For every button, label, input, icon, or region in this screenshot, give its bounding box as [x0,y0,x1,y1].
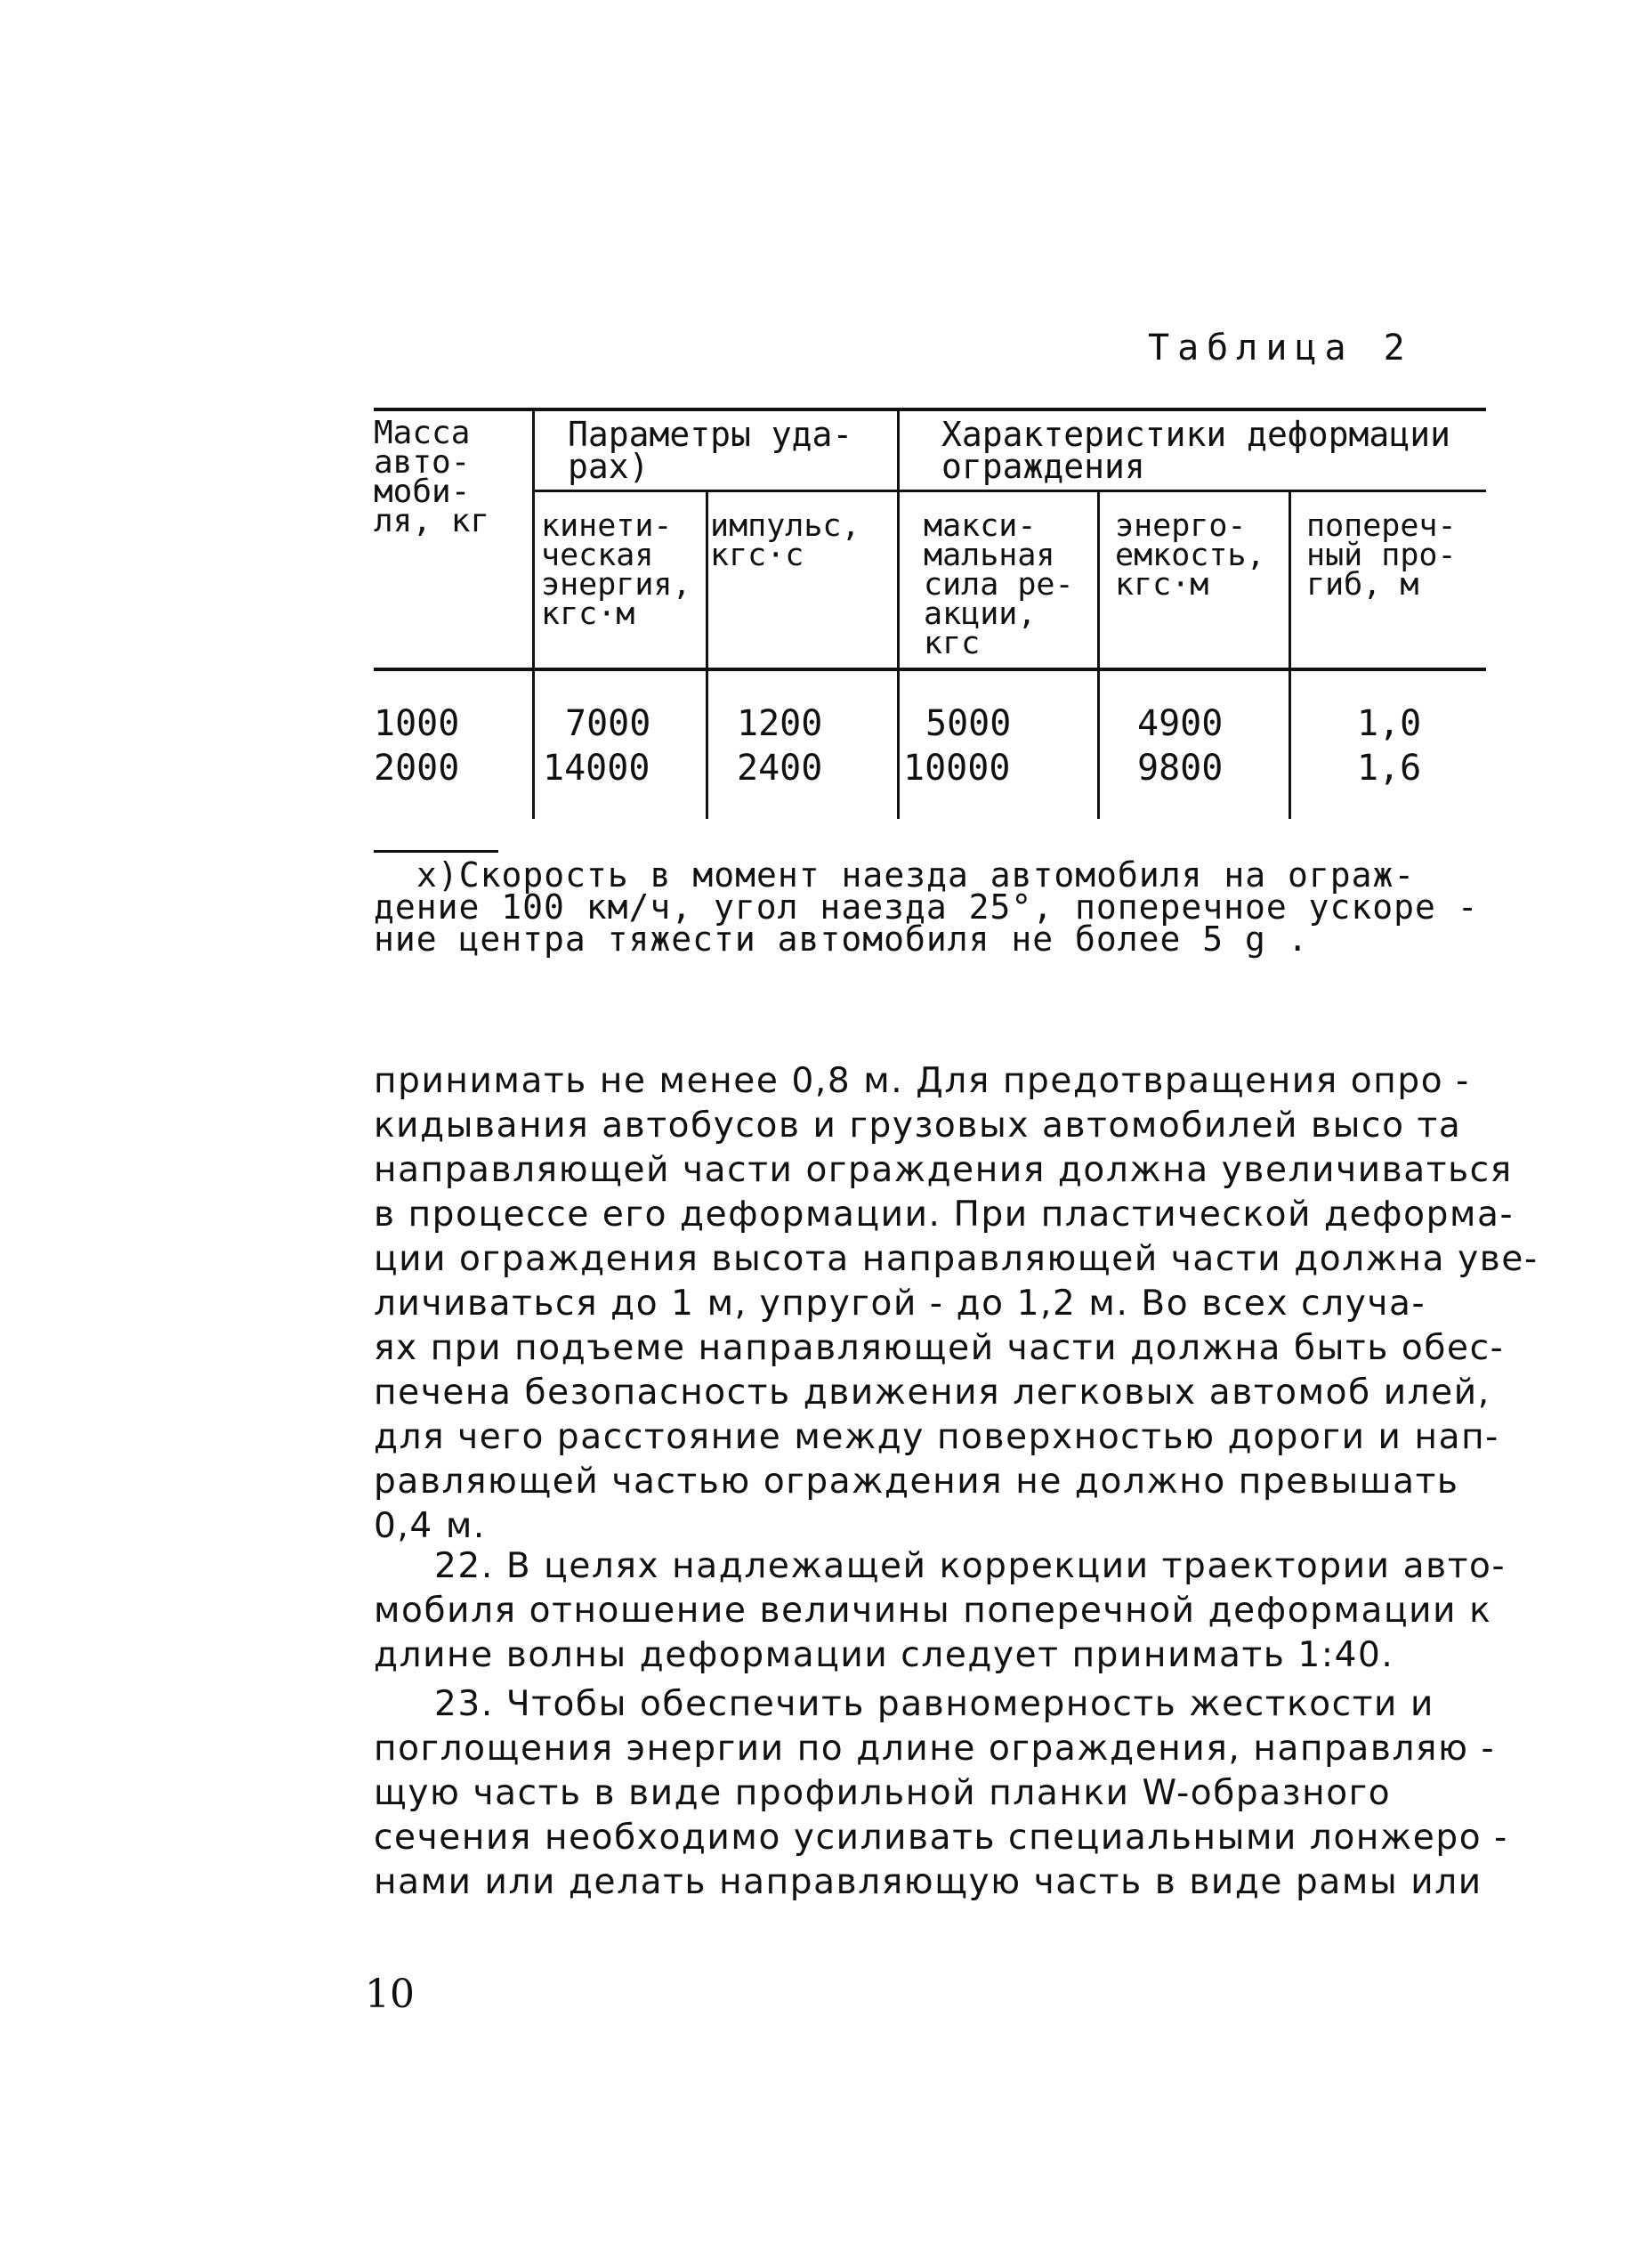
footnote-rule [374,850,498,853]
text-line: 22. В целях надлежащей коррекции траектории авто- [434,1546,1507,1586]
header-energy-capacity: энерго- емкость, кгс·м [1115,508,1265,603]
table-cell-mass: 2000 [374,748,460,789]
header-deformation-group: Характеристики деформации ограждения [941,415,1450,486]
text-line: личиваться до 1 м, упругой - до 1,2 м. Во всех случа- [374,1284,1426,1324]
text-line: печена безопасность движения легковых автомоб илей, [374,1373,1491,1413]
text-line: нами или делать направляющую часть в виде рамы или [374,1862,1482,1902]
header-bottom-rule [374,668,1486,671]
text-line: мобиля отношение величины поперечной деформации к [374,1591,1492,1631]
paragraph-22 [374,1544,1507,1678]
text-line: в процессе его деформации. При пластической деформа- [374,1195,1515,1235]
page-number: 10 [365,1972,415,2017]
text-line: равляющей частью ограждения не должно превышать [374,1462,1459,1502]
table-cell-impulse: 2400 [737,748,823,789]
text-line: направляющей части ограждения должна увеличиваться [374,1150,1513,1190]
table-cell-mass: 1000 [374,703,460,744]
table-divider-group [897,409,900,819]
header-max-force: макси- мальная сила ре- акции, кгс [924,508,1074,661]
text-line: принимать не менее 0,8 м. Для предотвращения опро - [374,1061,1470,1101]
paragraph-rollover [374,1059,1539,1549]
table-divider-energy [1097,491,1100,819]
header-deflection: попереч- ный про- гиб, м [1306,508,1457,603]
text-line: сечения необходимо усиливать специальными лонжеро - [374,1818,1508,1858]
table-cell-max-force: 5000 [925,703,1012,744]
text-line: кидывания автобусов и грузовых автомобилей высо та [374,1106,1462,1146]
text-line: ях при подъеме направляющей части должна быть обес- [374,1328,1505,1368]
text-line: 0,4 м. [374,1506,486,1546]
text-line: длине волны деформации следует принимать 1:40. [374,1635,1394,1675]
header-kinetic-energy: кинети- ческая энергия, кгс·м [541,508,691,632]
table-cell-deflection: 1,0 [1357,703,1422,744]
table-cell-kinetic: 14000 [543,748,650,789]
text-line: для чего расстояние между поверхностью дороги и нап- [374,1417,1499,1457]
paragraph-23 [374,1682,1508,1905]
text-line: 23. Чтобы обеспечить равномерность жесткости и [434,1684,1434,1724]
text-line: поглощения энергии по длине ограждения, направляю - [374,1729,1496,1769]
footnote-line: ние центра тяжести автомобиля не более 5 g . [374,919,1309,959]
table-cell-impulse: 1200 [737,703,823,744]
table-cell-energy: 9800 [1137,748,1224,789]
table-cell-energy: 4900 [1137,703,1224,744]
header-impulse: импульс, кгс·с [710,508,860,573]
table-cell-kinetic: 7000 [565,703,651,744]
table-cell-max-force: 10000 [903,748,1011,789]
footnote-line: х)Скорость в момент наезда автомобиля на ограж- [416,855,1416,895]
text-line: ции ограждения высота направляющей части должна уве- [374,1239,1539,1279]
table-divider-mass [532,409,535,819]
table-cell-deflection: 1,6 [1357,748,1422,789]
footnote-line: дение 100 км/ч, угол наезда 25°, поперечное ускоре - [374,887,1479,927]
header-mass: Масса авто- моби- ля, кг [374,415,490,539]
table-divider-deflection [1289,491,1291,819]
group-header-rule [534,490,1486,492]
table-footnote [374,855,1495,959]
table-caption: Таблица 2 [1148,328,1413,369]
text-line: щую часть в виде профильной планки W-образного [374,1773,1392,1813]
table-top-rule [374,408,1486,411]
header-impact-group: Параметры уда- рах) [568,415,853,486]
table-divider-impulse [706,491,708,819]
